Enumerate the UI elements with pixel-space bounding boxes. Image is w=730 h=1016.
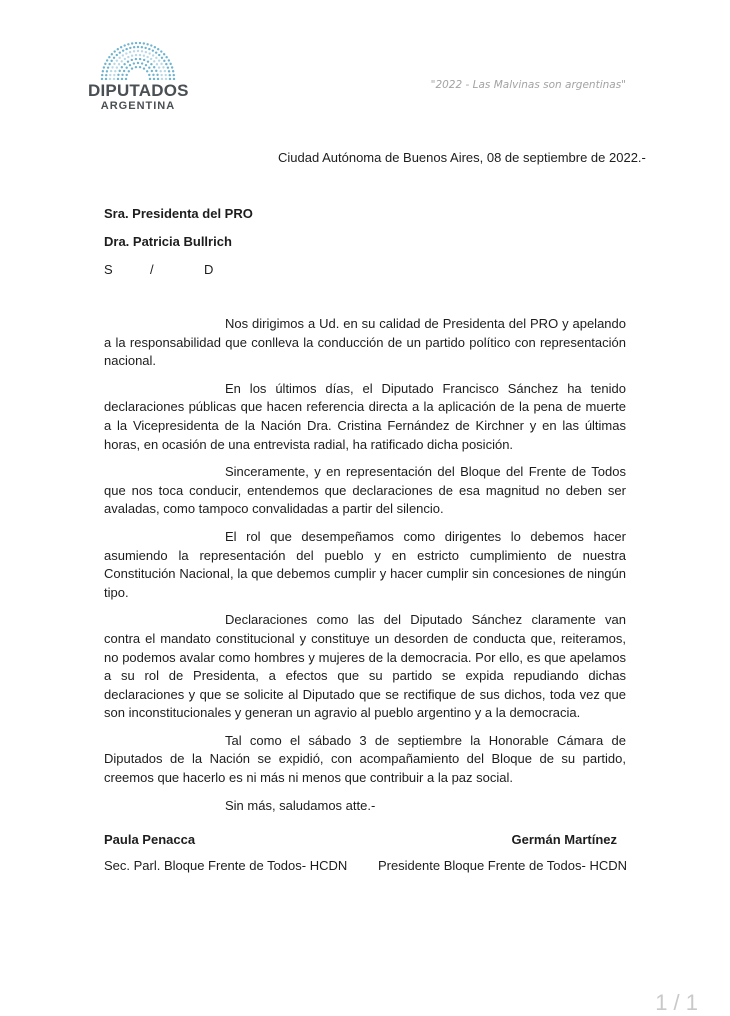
logo-seat-dot xyxy=(101,74,103,76)
logo-seat-dot xyxy=(131,67,133,69)
logo-seat-dot xyxy=(127,56,129,58)
logo-seat-dot xyxy=(143,67,145,69)
logo-seat-dot xyxy=(153,66,155,68)
paragraph: Declaraciones como las del Diputado Sánchez claramente van contra el mandato constitucional y constituye un desorden de conducta que, reiteramos, no podemos avalar como hombres y mujeres de la democracia. Por ello, es que apelamos a su rol de Presidenta, a efectos que su partido se expida repudiando dichas declaraciones y que se solicite al Diputado que se rectifique de sus dichos, toda vez que son inconstitucionales y generan un agravio al pueblo argentino y a la democracia. xyxy=(104,612,626,721)
logo-seat-dot xyxy=(141,50,143,52)
logo-seat-dot xyxy=(165,56,167,58)
logo-seat-dot xyxy=(173,78,175,80)
logo-seat-dot xyxy=(116,54,118,56)
logo-seat-dot xyxy=(104,63,106,65)
paragraph: El rol que desempeñamos como dirigentes lo debemos hacer asumiendo la representación del pueblo y en estricto cumplimiento de nuestra Constitución Nacional, la que debemos cumplir y hacer cumplir sin concesiones de ningún tipo. xyxy=(104,528,626,600)
logo-seat-dot xyxy=(108,63,110,65)
logo-seat-dot xyxy=(158,66,160,68)
logo-seat-dot xyxy=(163,60,165,62)
closing: Sin más, saludamos atte.- xyxy=(225,797,376,813)
logo-seat-dot xyxy=(109,78,111,80)
logo-seat-dot xyxy=(165,74,167,76)
logo-seat-dot xyxy=(135,54,137,56)
logo-seat-dot xyxy=(169,78,171,80)
logo-title: DIPUTADOS xyxy=(88,81,189,100)
logo-seat-dot xyxy=(113,50,115,52)
logo-seat-dot xyxy=(146,70,148,72)
logo-seat-dot xyxy=(163,53,165,55)
logo-seat-dot xyxy=(146,43,148,45)
logo-seat-dot xyxy=(113,78,115,80)
logo-seat-dot xyxy=(161,78,163,80)
logo-seat-dot xyxy=(116,59,118,61)
logo-seat-dot xyxy=(110,60,112,62)
parliament-arc-icon xyxy=(100,40,176,80)
logo-seat-dot xyxy=(156,74,158,76)
su-despacho xyxy=(104,262,253,278)
logo-seat-dot xyxy=(121,60,123,62)
logo-seat-dot xyxy=(165,78,167,80)
logo-seat-dot xyxy=(152,49,154,51)
logo-seat-dot xyxy=(160,74,162,76)
logo-seat-dot xyxy=(113,63,115,65)
logo-seat-dot xyxy=(117,48,119,50)
logo-seat-dot xyxy=(173,74,175,76)
logo-seat-dot xyxy=(145,51,147,53)
logo-seat-dot xyxy=(127,60,129,62)
logo-seat-dot xyxy=(129,51,131,53)
logo-seat-dot xyxy=(118,57,120,59)
signer-name: Paula Penacca xyxy=(104,832,196,847)
logo-seat-dot xyxy=(123,44,125,46)
logo-seat-dot xyxy=(149,78,151,80)
logo-seat-dot xyxy=(120,46,122,48)
logo-seat-dot xyxy=(118,63,120,65)
logo-seat-dot xyxy=(131,59,133,61)
sd-slash: / xyxy=(150,262,154,277)
logo-seat-dot xyxy=(153,60,155,62)
signature-left xyxy=(104,832,347,874)
logo-seat-dot xyxy=(135,58,137,60)
logo-seat-dot xyxy=(105,74,107,76)
logo-seat-dot xyxy=(151,70,153,72)
logo-seat-dot xyxy=(139,54,141,56)
sd-d: D xyxy=(204,262,214,277)
logo-seat-dot xyxy=(137,50,139,52)
logo-seat-dot xyxy=(158,54,160,56)
logo-seat-dot xyxy=(158,59,160,61)
paragraph: Nos dirigimos a Ud. en su calidad de Presidenta del PRO y apelando a la responsabilidad que conlleva la conducción de un partido político con representación nacional. xyxy=(104,316,626,369)
paragraph: Sinceramente, y en representación del Bloque del Frente de Todos que nos toca conducir, entendemos que declaraciones de esa magnitud no deben ser avaladas, como tampoco convalidadas a partir del silencio. xyxy=(104,464,626,517)
logo-seat-dot xyxy=(171,66,173,68)
logo-seat-dot xyxy=(160,50,162,52)
logo-seat-dot xyxy=(107,66,109,68)
logo-seat-dot xyxy=(141,62,143,64)
logo-seat-dot xyxy=(121,78,123,80)
logo-seat-dot xyxy=(125,48,127,50)
logo-seat-dot xyxy=(169,63,171,65)
logo-seat-dot xyxy=(126,74,128,76)
addressee-name: Dra. Patricia Bullrich xyxy=(104,234,232,249)
logo-seat-dot xyxy=(143,59,145,61)
logo-seat-dot xyxy=(108,56,110,58)
paragraph: Tal como el sábado 3 de septiembre la Honorable Cámara de Diputados de la Nación se expidió, con acompañamiento del Bloque de su partido, creemos que hacerlo es ni más ni menos que contribuir a la paz social. xyxy=(104,732,626,786)
logo-seat-dot xyxy=(150,44,152,46)
logo-seat-dot xyxy=(110,70,112,72)
logo-seat-dot xyxy=(137,62,139,64)
logo-seat-dot xyxy=(109,74,111,76)
logo-seat-dot xyxy=(121,66,123,68)
logo-seat-dot xyxy=(131,42,133,44)
logo-seat-dot xyxy=(162,66,164,68)
logo-seat-dot xyxy=(143,55,145,57)
signer-name: Germán Martínez xyxy=(511,832,617,847)
diputados-logo xyxy=(88,40,188,113)
logo-seat-dot xyxy=(147,60,149,62)
logo-seat-dot xyxy=(116,66,118,68)
logo-seat-dot xyxy=(164,70,166,72)
logo-seat-dot xyxy=(102,70,104,72)
logo-seat-dot xyxy=(125,78,127,80)
addressee-block xyxy=(104,206,253,278)
logo-seat-dot xyxy=(117,74,119,76)
logo-seat-dot xyxy=(119,51,121,53)
logo-seat-dot xyxy=(129,64,131,66)
logo-seat-dot xyxy=(133,62,135,64)
logo-seat-dot xyxy=(106,59,108,61)
logo-seat-dot xyxy=(124,58,126,60)
logo-seat-dot xyxy=(155,57,157,59)
logo-seat-dot xyxy=(121,74,123,76)
signature-right xyxy=(377,832,627,874)
logo-seat-dot xyxy=(137,46,139,48)
logo-seat-dot xyxy=(148,74,150,76)
logo-seat-dot xyxy=(122,54,124,56)
logo-subtitle: ARGENTINA xyxy=(100,100,176,112)
logo-seat-dot xyxy=(133,46,135,48)
date-line: Ciudad Autónoma de Buenos Aires, 08 de septiembre de 2022.- xyxy=(278,150,646,165)
logo-seat-dot xyxy=(157,48,159,50)
logo-seat-dot xyxy=(160,70,162,72)
logo-seat-dot xyxy=(122,49,124,51)
logo-seat-dot xyxy=(153,78,155,80)
logo-seat-dot xyxy=(160,63,162,65)
signer-role: Presidente Bloque Frente de Todos- HCDN xyxy=(377,858,627,873)
logo-seat-dot xyxy=(113,74,115,76)
logo-seat-dot xyxy=(139,42,141,44)
logo-seat-dot xyxy=(165,63,167,65)
logo-seat-dot xyxy=(111,53,113,55)
sd-s: S xyxy=(104,262,113,277)
logo-seat-dot xyxy=(152,54,154,56)
logo-seat-dot xyxy=(131,55,133,57)
logo-seat-dot xyxy=(127,43,129,45)
logo-seat-dot xyxy=(103,66,105,68)
logo-seat-dot xyxy=(129,47,131,49)
addressee-title: Sra. Presidenta del PRO xyxy=(104,206,253,221)
logo-seat-dot xyxy=(161,57,163,59)
logo-seat-dot xyxy=(125,66,127,68)
logo-seat-dot xyxy=(148,52,150,54)
paragraph: En los últimos días, el Diputado Francisco Sánchez ha tenido declaraciones públicas que hacen referencia directa a la aplicación de la pena de muerte a la Vicepresidenta de la Nación Dra. Cristina Fernández de Kirchner y en las últimas horas, en ocasión de una entrevista radial, ha ratificado dicha posición. xyxy=(104,380,626,452)
logo-seat-dot xyxy=(148,66,150,68)
logo-seat-dot xyxy=(155,51,157,53)
logo-seat-dot xyxy=(144,47,146,49)
logo-seat-dot xyxy=(111,66,113,68)
logo-seat-dot xyxy=(155,70,157,72)
logo-seat-dot xyxy=(172,70,174,72)
logo-seat-dot xyxy=(168,70,170,72)
logo-seat-dot xyxy=(113,57,115,59)
logo-seat-dot xyxy=(117,78,119,80)
logo-seat-dot xyxy=(133,50,135,52)
logo-seat-dot xyxy=(123,70,125,72)
signer-role: Sec. Parl. Bloque Frente de Todos- HCDN xyxy=(104,858,348,873)
logo-seat-dot xyxy=(148,48,150,50)
logo-seat-dot xyxy=(146,56,148,58)
logo-seat-dot xyxy=(128,70,130,72)
logo-seat-dot xyxy=(168,59,170,61)
header-motto: "2022 - Las Malvinas son argentinas" xyxy=(430,79,626,91)
logo-seat-dot xyxy=(135,42,137,44)
logo-seat-dot xyxy=(167,66,169,68)
logo-seat-dot xyxy=(143,42,145,44)
logo-seat-dot xyxy=(152,74,154,76)
logo-seat-dot xyxy=(139,58,141,60)
logo-seat-dot xyxy=(156,63,158,65)
logo-seat-dot xyxy=(105,78,107,80)
page-indicator: 1 / 1 xyxy=(655,990,698,1015)
logo-seat-dot xyxy=(141,46,143,48)
logo-seat-dot xyxy=(139,66,141,68)
logo-seat-dot xyxy=(123,63,125,65)
logo-seat-dot xyxy=(114,70,116,72)
logo-seat-dot xyxy=(145,64,147,66)
logo-seat-dot xyxy=(106,70,108,72)
logo-seat-dot xyxy=(169,74,171,76)
logo-seat-dot xyxy=(119,70,121,72)
letter-body xyxy=(104,315,626,824)
logo-seat-dot xyxy=(125,52,127,54)
logo-seat-dot xyxy=(101,78,103,80)
logo-seat-dot xyxy=(150,63,152,65)
logo-seat-dot xyxy=(154,46,156,48)
logo-seat-dot xyxy=(150,58,152,60)
logo-seat-dot xyxy=(157,78,159,80)
logo-seat-dot xyxy=(135,66,137,68)
